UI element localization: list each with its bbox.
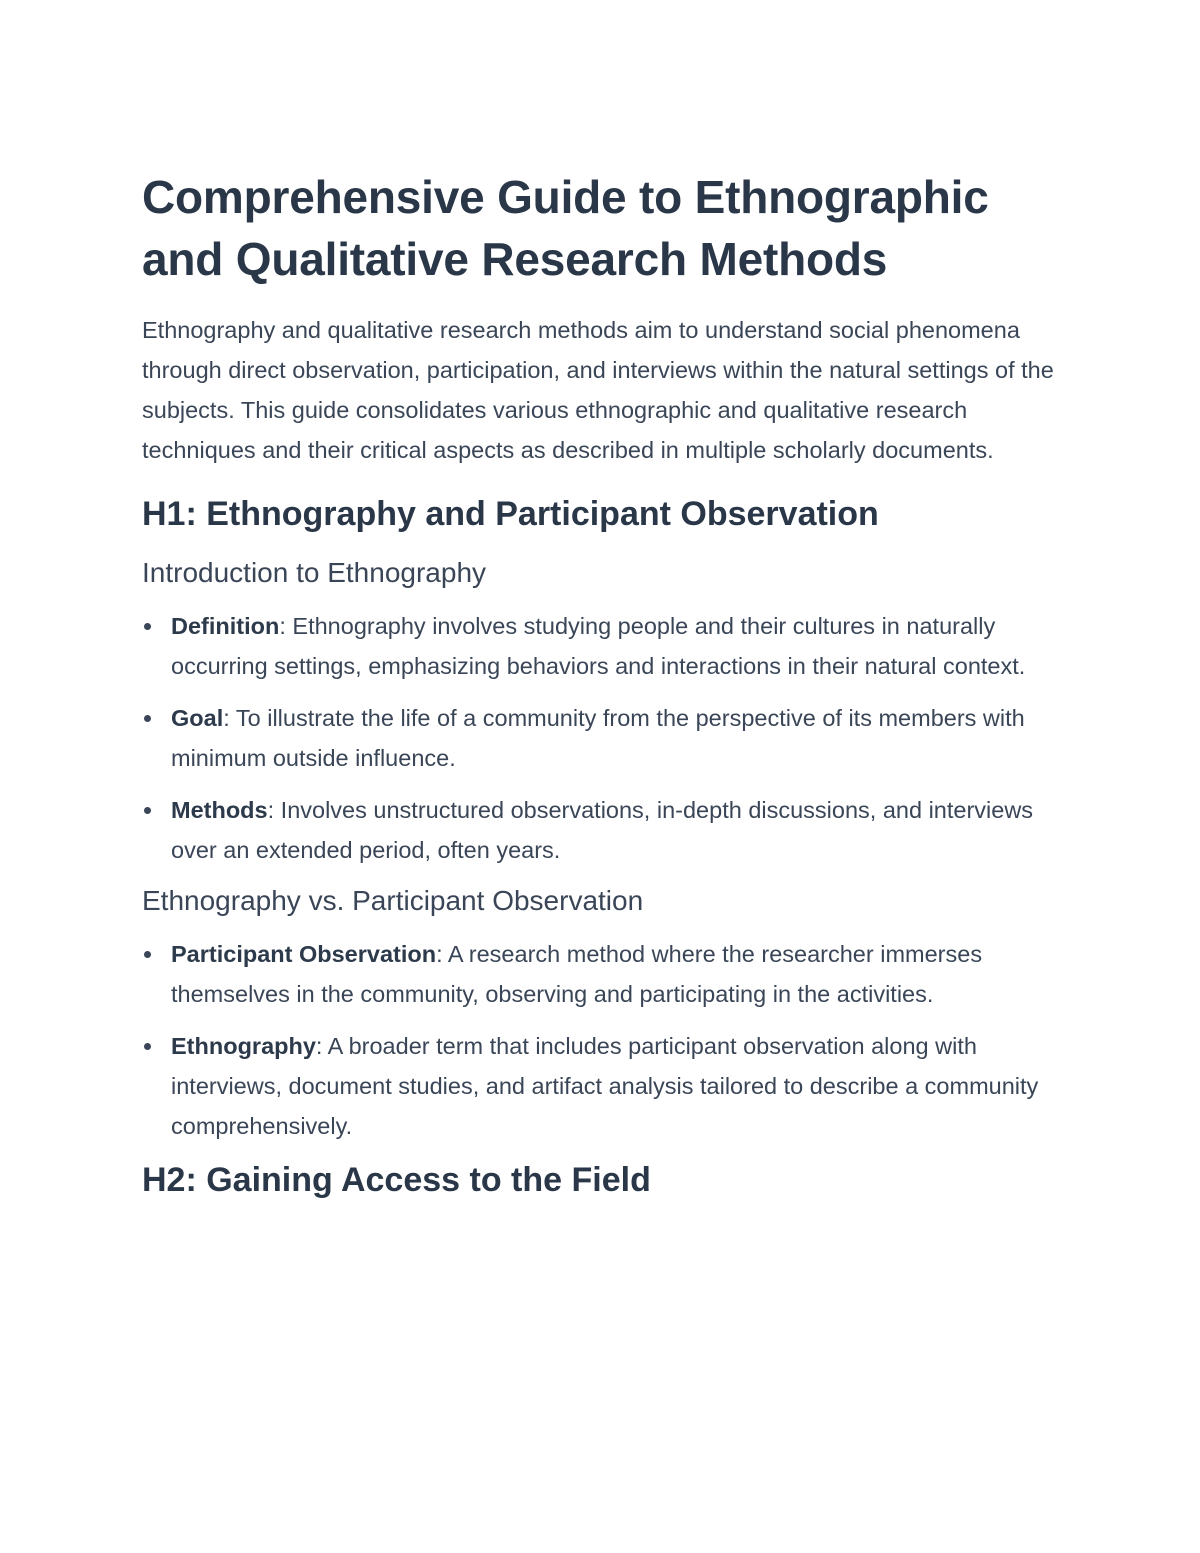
list-item bbox=[142, 606, 1072, 686]
bullet-separator: : bbox=[267, 797, 275, 823]
document-page bbox=[142, 166, 1072, 1202]
bullet-text: A research method where the researcher immerses themselves in the community, observing and participating in the activities. bbox=[171, 941, 983, 1007]
list-item bbox=[142, 790, 1072, 870]
section-heading-gaining-access: H2: Gaining Access to the Field bbox=[142, 1161, 651, 1199]
bullet-separator: : bbox=[279, 613, 286, 639]
bullet-icon bbox=[144, 1043, 151, 1050]
bullet-list-introduction bbox=[142, 606, 1072, 870]
list-item bbox=[142, 934, 1072, 1014]
intro-paragraph: Ethnography and qualitative research methods aim to understand social phenomena through direct observation, participation, and interviews within the natural settings of the subjects. This guide consolidates various ethnographic and qualitative research techniques and their critical aspects as described in multiple scholarly documents. bbox=[142, 317, 1054, 463]
bullet-term: Goal bbox=[171, 705, 224, 731]
bullet-term: Definition bbox=[171, 613, 280, 639]
subheading-ethnography-vs-participant: Ethnography vs. Participant Observation bbox=[142, 885, 644, 916]
bullet-icon bbox=[144, 807, 151, 814]
bullet-text: To illustrate the life of a community from the perspective of its members with minimum outside influence. bbox=[171, 705, 1025, 771]
bullet-term: Methods bbox=[171, 797, 268, 823]
bullet-icon bbox=[144, 715, 151, 722]
subheading-introduction: Introduction to Ethnography bbox=[142, 557, 487, 588]
bullet-text: Involves unstructured observations, in-depth discussions, and interviews over an extended period, often years. bbox=[171, 797, 1034, 863]
section-heading-ethnography: H1: Ethnography and Participant Observation bbox=[142, 495, 879, 533]
document-title: Comprehensive Guide to Ethnographic and Qualitative Research Methods bbox=[142, 171, 989, 285]
bullet-separator: : bbox=[436, 941, 443, 967]
list-item bbox=[142, 698, 1072, 778]
bullet-separator: : bbox=[315, 1033, 323, 1059]
bullet-term: Ethnography bbox=[171, 1033, 316, 1059]
bullet-separator: : bbox=[223, 705, 230, 731]
bullet-list-comparison bbox=[142, 934, 1072, 1146]
bullet-text: A broader term that includes participant observation along with interviews, document studies, and artifact analysis tailored to describe a community comprehensively. bbox=[171, 1033, 1039, 1139]
bullet-text: Ethnography involves studying people and their cultures in naturally occurring settings, emphasizing behaviors and interactions in their natural context. bbox=[171, 613, 1026, 679]
bullet-icon bbox=[144, 623, 151, 630]
bullet-icon bbox=[144, 951, 151, 958]
list-item bbox=[142, 1026, 1072, 1146]
bullet-term: Participant Observation bbox=[171, 941, 437, 967]
